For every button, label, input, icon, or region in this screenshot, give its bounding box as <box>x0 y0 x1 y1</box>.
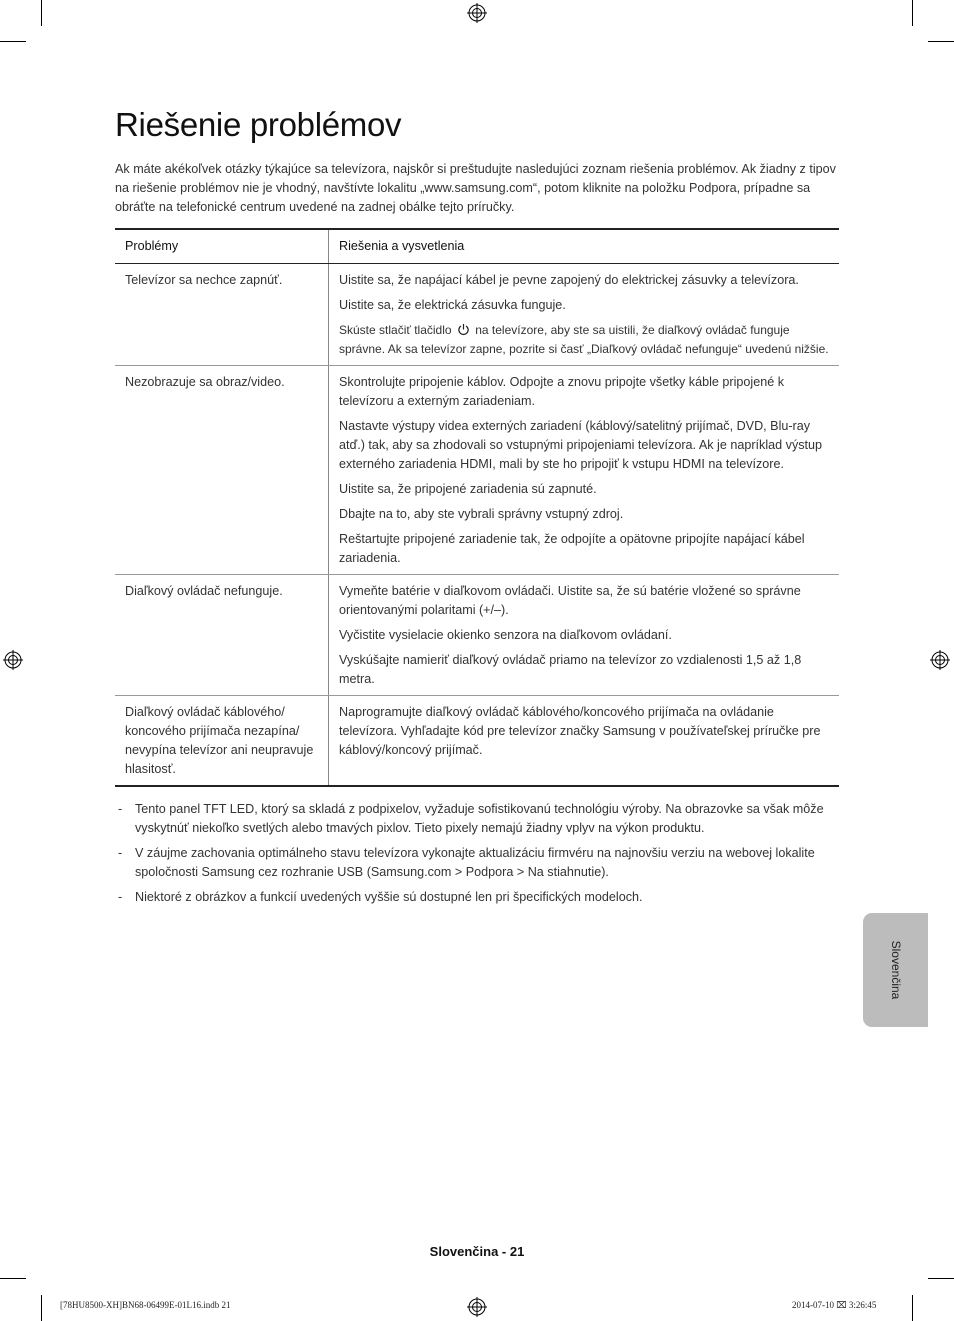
solution-cell <box>329 696 840 787</box>
solution-cell <box>329 575 840 696</box>
notes-list <box>115 800 839 913</box>
note-item <box>115 888 839 907</box>
note-item <box>115 844 839 882</box>
note-text: V záujme zachovania optimálneho stavu televízora vykonajte aktualizáciu firmvéru na najnovšiu verziu na webovej lokalite spoločnosti Samsung cez rozhranie USB (Samsung.com > Podpora > Na stiahnutie). <box>135 846 815 879</box>
note-marker: - <box>118 846 123 860</box>
power-note-start: Skúste stlačiť tlačidlo <box>339 323 452 337</box>
table-row <box>115 264 839 366</box>
language-side-tab <box>863 913 928 1027</box>
column-header-problems: Problémy <box>115 229 329 264</box>
print-slug-file: [78HU8500-XH]BN68-06499E-01L16.indb 21 <box>60 1300 231 1310</box>
registration-mark-icon <box>467 1297 487 1317</box>
print-slug-timestamp: 2014-07-10 ⌧ 3:26:45 <box>792 1300 877 1310</box>
solution-text: Nastavte výstupy videa externých zariadení (káblový/satelitný prijímač, DVD, Blu-ray atď.) tak, aby sa zhodovali so vstupnými pripojeniami televízora. Ak je napríklad výstup externého zariadenia HDMI, mali by ste ho pripojiť k vstupu HDMI na televízore. <box>339 419 823 471</box>
solution-text: Skontrolujte pripojenie káblov. Odpojte a znovu pripojte všetky káble pripojené k televízoru a externým zariadeniam. <box>339 375 785 408</box>
solution-cell <box>329 264 840 366</box>
registration-mark-icon <box>3 650 23 670</box>
page-number: Slovenčina - 21 <box>429 1244 525 1259</box>
note-marker: - <box>118 802 123 816</box>
problem-cell: Nezobrazuje sa obraz/video. <box>115 366 329 575</box>
crop-mark <box>928 1278 954 1279</box>
language-side-tab-label: Slovenčina <box>888 940 903 1000</box>
crop-mark <box>41 0 42 26</box>
note-item <box>115 800 839 838</box>
table-row <box>115 696 839 787</box>
troubleshooting-table <box>115 228 839 787</box>
solution-text: Vyčistite vysielacie okienko senzora na diaľkovom ovládaní. <box>339 628 672 642</box>
solution-cell <box>329 366 840 575</box>
crop-mark <box>912 0 913 26</box>
problem-cell: Televízor sa nechce zapnúť. <box>115 264 329 366</box>
solution-text: Dbajte na to, aby ste vybrali správny vstupný zdroj. <box>339 507 624 521</box>
intro-paragraph: Ak máte akékoľvek otázky týkajúce sa televízora, najskôr si preštudujte nasledujúci zoznam riešenia problémov. Ak žiadny z tipov na riešenie problémov nie je vhodný, navštívte lokalitu „www.samsung.com“, potom kliknite na položku Podpora, prípadne sa obráťte na telefonické centrum uvedené na zadnej obálke tejto príručky. <box>115 162 836 214</box>
solution-text: Uistite sa, že elektrická zásuvka funguje. <box>339 298 566 312</box>
solution-text: Uistite sa, že napájací kábel je pevne zapojený do elektrickej zásuvky a televízora. <box>339 273 799 287</box>
page-title: Riešenie problémov <box>115 106 402 143</box>
note-marker: - <box>118 890 123 904</box>
solution-text: Vyskúšajte namieriť diaľkový ovládač priamo na televízor zo vzdialenosti 1,5 až 1,8 metra. <box>339 653 802 686</box>
power-note-end: na televízore, aby ste sa uistili, že diaľkový ovládač funguje správne. Ak sa televízor zapne, pozrite si časť „Diaľkový ovládač nefunguje“ uvedenú nižšie. <box>339 323 829 356</box>
crop-mark <box>0 1278 26 1279</box>
crop-mark <box>41 1295 42 1321</box>
table-row <box>115 575 839 696</box>
solution-text: Naprogramujte diaľkový ovládač káblového/koncového prijímača na ovládanie televízora. Vyhľadajte kód pre televízor značky Samsung v používateľskej príručke pre káblový/koncový prijímač. <box>339 705 821 757</box>
table-row <box>115 366 839 575</box>
crop-mark <box>0 41 26 42</box>
solution-text: Vymeňte batérie v diaľkovom ovládači. Uistite sa, že sú batérie vložené so správne orientovanými polaritami (+/–). <box>339 584 801 617</box>
crop-mark <box>912 1295 913 1321</box>
problem-cell: Diaľkový ovládač nefunguje. <box>115 575 329 696</box>
registration-mark-icon <box>930 650 950 670</box>
note-text: Niektoré z obrázkov a funkcií uvedených vyššie sú dostupné len pri špecifických modeloch. <box>135 890 643 904</box>
note-text: Tento panel TFT LED, ktorý sa skladá z podpixelov, vyžaduje sofistikovanú technológiu výroby. Na obrazovke sa však môže vyskytnúť niekoľko svetlých alebo tmavých pixlov. Tieto pixely nemajú žiadny vplyv na výkon produktu. <box>135 802 824 835</box>
solution-text: Uistite sa, že pripojené zariadenia sú zapnuté. <box>339 482 597 496</box>
solution-text: Reštartujte pripojené zariadenie tak, že odpojíte a opätovne pripojíte napájací kábel zariadenia. <box>339 532 805 565</box>
column-header-solutions: Riešenia a vysvetlenia <box>329 229 840 264</box>
registration-mark-icon <box>467 3 487 23</box>
solution-text <box>339 321 829 359</box>
problem-cell: Diaľkový ovládač káblového/ koncového prijímača nezapína/ nevypína televízor ani neupravuje hlasitosť. <box>115 696 329 787</box>
table-header-row <box>115 229 839 264</box>
crop-mark <box>928 41 954 42</box>
power-icon <box>457 323 470 336</box>
